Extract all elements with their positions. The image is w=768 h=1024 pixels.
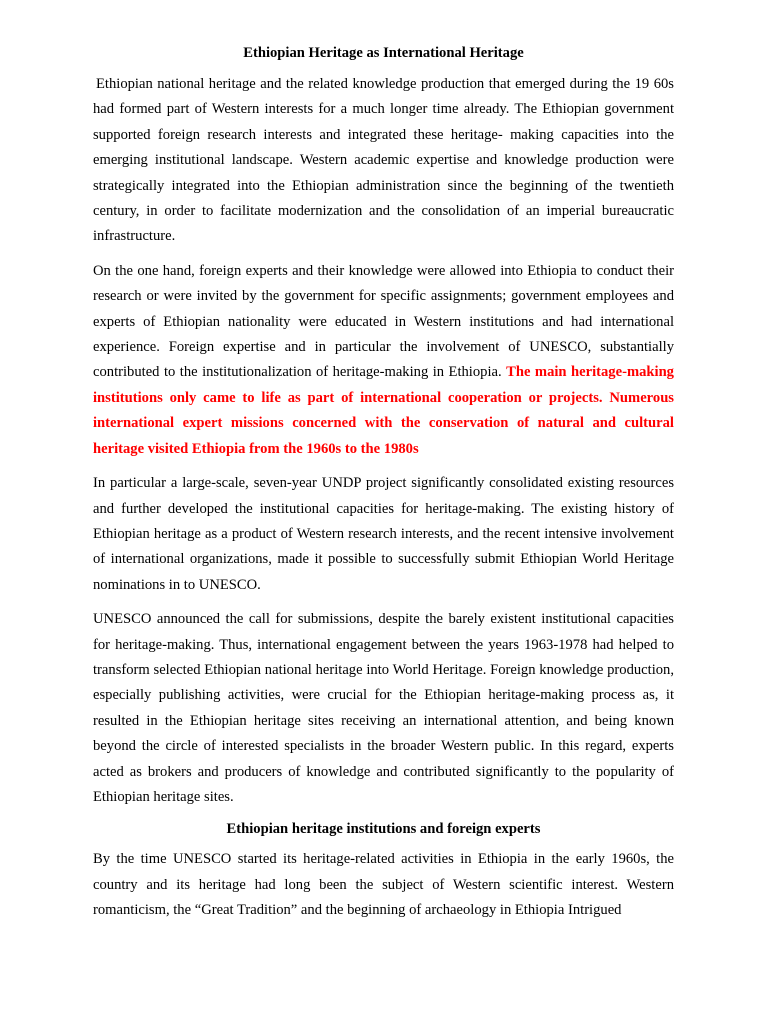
paragraph-4: UNESCO announced the call for submissions, despite the barely existent institutional capacities for heritage-making. Thus, international engagement between the years 1963-1978 had helped to transform selected Ethiopian national heritage into World Heritage. Foreign knowledge production, especially publishing activities, were crucial for the Ethiopian heritage-making process as, it resulted in the Ethiopian heritage sites receiving an international attention, and being known beyond the circle of interested specialists in the broader Western public. In this regard, experts acted as brokers and producers of knowledge and contributed significantly to the popularity of Ethiopian heritage sites.	[93, 611, 674, 805]
highlighted-text: The main heritage-making institutions only came to life as part of international cooperation or projects. Numerous international expert missions concerned with the conservation of natural and cultural heritage visited Ethiopia from the 1960s to the 1980s	[93, 364, 674, 457]
paragraph-5: By the time UNESCO started its heritage-related activities in Ethiopia in the early 1960s, the country and its heritage had long been the subject of Western scientific interest. Western romanticism, the “Great Tradition” and the beginning of archaeology in Ethiopia Intrigued	[93, 851, 674, 919]
document-page	[93, 43, 674, 933]
paragraph-3: In particular a large-scale, seven-year UNDP project significantly consolidated existing resources and further developed the institutional capacities for heritage-making. The existing history of Ethiopian heritage as a product of Western research interests, and the recent intensive involvement of international organizations, made it possible to successfully submit Ethiopian World Heritage nominations in to UNESCO.	[93, 475, 674, 593]
document-title: Ethiopian Heritage as International Heritage	[243, 45, 524, 61]
paragraph-1: Ethiopian national heritage and the related knowledge production that emerged during the 19 60s had formed part of Western interests for a much longer time already. The Ethiopian government supported foreign research interests and integrated these heritage- making capacities into the emerging institutional landscape. Western academic expertise and knowledge production were strategically integrated into the Ethiopian administration since the beginning of the twentieth century, in order to facilitate modernization and the consolidation of an imperial bureaucratic infrastructure.	[93, 76, 674, 245]
paragraph-2-text: On the one hand, foreign experts and their knowledge were allowed into Ethiopia to conduct their research or were invited by the government for specific assignments; government employees and experts of Ethiopian nationality were educated in Western institutions and had international experience. Foreign expertise and in particular the involvement of UNESCO, substantially contributed to the institutionalization of heritage-making in Ethiopia.	[93, 262, 674, 381]
section-heading: Ethiopian heritage institutions and foreign experts	[226, 821, 541, 838]
paragraph-2	[93, 259, 674, 462]
